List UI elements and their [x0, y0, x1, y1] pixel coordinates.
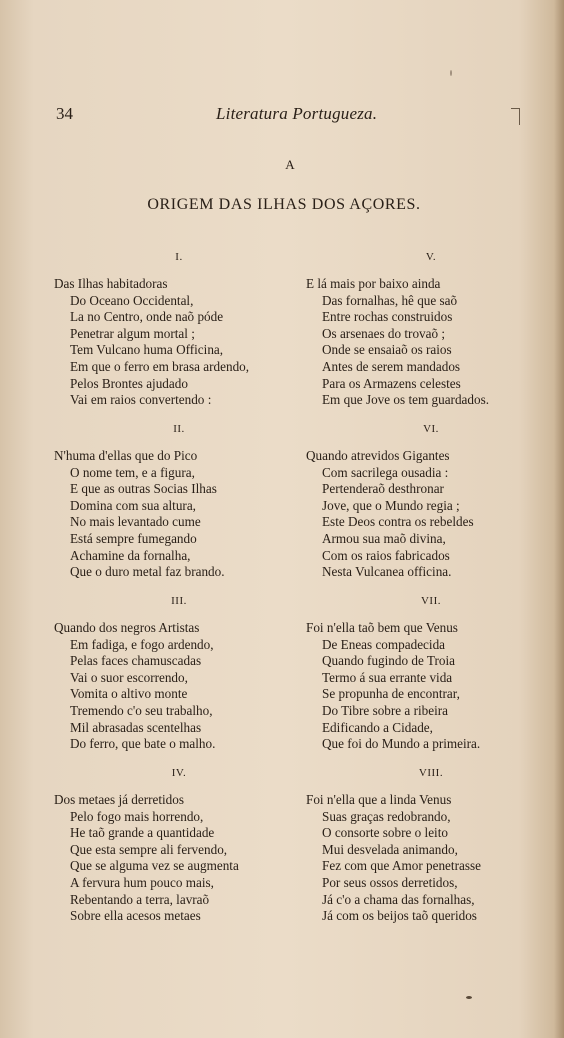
verse-line: Mil abrasadas scentelhas [70, 719, 202, 735]
verse-line: O nome tem, e a figura, [70, 464, 195, 480]
stanza-numeral: V. [425, 251, 437, 263]
running-title: Literatura Portugueza. [216, 104, 378, 123]
verse-line: Foi n'ella que a linda Venus [306, 792, 452, 807]
stanza [306, 592, 556, 753]
verse-line: Rebentando a terra, lavraõ [70, 891, 210, 907]
stanza [54, 248, 304, 409]
verse-line: Que se alguma vez se augmenta [70, 858, 239, 874]
stanza-lines [54, 792, 304, 925]
verse-line: Do Tibre sobre a ribeira [322, 702, 448, 718]
verse-line: Pelas faces chamuscadas [70, 653, 202, 669]
stanza-lines [306, 276, 556, 409]
verse-line: La no Centro, onde naõ póde [70, 309, 224, 325]
verse-line: Este Deos contra os rebeldes [322, 514, 474, 530]
verse-line: Dos metaes já derretidos [54, 792, 185, 807]
poem-title: ORIGEM DAS ILHAS DOS AÇORES. [147, 196, 421, 213]
verse-line: Edificando a Cidade, [322, 719, 433, 735]
verse-line: Suas graças redobrando, [322, 808, 451, 824]
stanza-numeral: VIII. [418, 767, 444, 779]
verse-line: Já c'o a chama das fornalhas, [322, 891, 475, 907]
verse-line: Por seus ossos derretidos, [322, 874, 458, 890]
verse-line: Vomita o altivo monte [70, 686, 188, 702]
verse-line: Vai o suor escorrendo, [70, 669, 188, 685]
verse-line: E lá mais por baixo ainda [306, 276, 441, 291]
verse-line: Em que Jove os tem guardados. [322, 392, 490, 408]
stanza-numeral: VII. [420, 595, 442, 607]
verse-line: Que o duro metal faz brando. [70, 564, 225, 580]
verse-line: Sobre ella acesos metaes [70, 908, 201, 924]
page-number: 34 [56, 104, 73, 123]
stanza [54, 764, 304, 925]
verse-line: Com os raios fabricados [322, 547, 450, 563]
verse-line: Achamine da fornalha, [70, 547, 191, 563]
verse-line: Já com os beijos taõ queridos [322, 908, 477, 924]
verse-line: No mais levantado cume [70, 514, 201, 530]
paper-speck [466, 996, 472, 999]
verse-line: Do Oceano Occidental, [70, 292, 194, 308]
stanza-numeral: III. [171, 595, 187, 607]
verse-line: Do ferro, que bate o malho. [70, 736, 216, 752]
paper-speck [450, 70, 452, 76]
corner-mark [511, 108, 520, 125]
stanza-lines [54, 276, 304, 409]
verse-line: Quando dos negros Artistas [54, 620, 200, 635]
verse-line: Em que o ferro em brasa ardendo, [70, 358, 250, 374]
stanza-numeral: II. [173, 423, 185, 435]
verse-line: Com sacrilega ousadia : [322, 464, 449, 480]
verse-line: Vai em raios convertendo : [70, 392, 212, 408]
verse-line: Entre rochas construidos [322, 309, 453, 325]
verse-line: Quando atrevidos Gigantes [306, 448, 450, 463]
verse-line: Domina com sua altura, [70, 497, 196, 513]
verse-line: Que esta sempre ali fervendo, [70, 841, 228, 857]
verse-line: Pelo fogo mais horrendo, [70, 808, 204, 824]
verse-line: Penetrar algum mortal ; [70, 325, 195, 341]
stanza-numeral: IV. [171, 767, 187, 779]
verse-line: Os arsenaes do trovaõ ; [322, 325, 446, 341]
stanza-lines [306, 620, 556, 753]
title-prefix: A [285, 157, 295, 172]
stanza [306, 248, 556, 409]
verse-line: Nesta Vulcanea officina. [322, 564, 452, 580]
verse-line: Armou sua maõ divina, [322, 530, 446, 546]
verse-line: O consorte sobre o leito [322, 825, 448, 841]
verse-line: Onde se ensaiaõ os raios [322, 342, 452, 358]
stanza-lines [54, 620, 304, 753]
verse-line: Quando fugindo de Troia [322, 653, 455, 669]
verse-line: Das fornalhas, hê que saõ [322, 292, 458, 308]
verse-line: Pertenderaõ desthronar [322, 481, 444, 497]
verse-line: Que foi do Mundo a primeira. [322, 736, 481, 752]
stanza [54, 592, 304, 753]
verse-line: E que as outras Socias Ilhas [70, 481, 217, 497]
verse-line: Mui desvelada animando, [322, 841, 458, 857]
verse-line: Jove, que o Mundo regia ; [322, 497, 460, 513]
stanza-numeral: VI. [423, 423, 439, 435]
stanza-lines [306, 448, 556, 581]
verse-line: Tremendo c'o seu trabalho, [70, 702, 213, 718]
stanza-numeral: I. [175, 251, 183, 263]
verse-line: Das Ilhas habitadoras [54, 276, 168, 291]
verse-line: Está sempre fumegando [70, 530, 197, 546]
verse-line: A fervura hum pouco mais, [70, 874, 214, 890]
verse-line: N'huma d'ellas que do Pico [54, 448, 198, 463]
stanza-lines [54, 448, 304, 581]
stanza [306, 420, 556, 581]
verse-line: Se propunha de encontrar, [322, 686, 460, 702]
verse-line: Pelos Brontes ajudado [70, 375, 188, 391]
verse-line: Antes de serem mandados [322, 358, 461, 374]
verse-line: Para os Armazens celestes [322, 375, 461, 391]
verse-line: Foi n'ella taõ bem que Venus [306, 620, 458, 635]
verse-line: Em fadiga, e fogo ardendo, [70, 636, 214, 652]
verse-line: De Eneas compadecida [322, 636, 446, 652]
verse-line: He taõ grande a quantidade [70, 825, 215, 841]
stanza [306, 764, 556, 925]
stanza-lines [306, 792, 556, 925]
stanza [54, 420, 304, 581]
verse-line: Termo á sua errante vida [322, 669, 453, 685]
running-head [56, 104, 524, 126]
verse-line: Fez com que Amor penetrasse [322, 858, 481, 874]
verse-line: Tem Vulcano huma Officina, [70, 342, 224, 358]
